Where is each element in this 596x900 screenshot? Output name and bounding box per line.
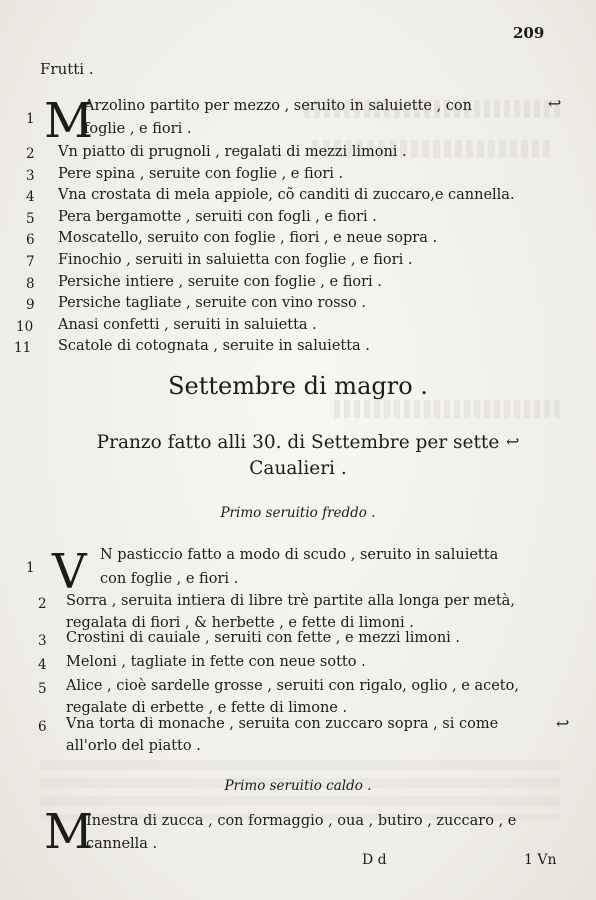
item-text: Crostini di cauiale , seruiti con fette , e mezzi limoni .	[66, 630, 461, 646]
item-text: Persiche tagliate , seruite con vino rosso .	[58, 295, 366, 311]
item-number: 4	[38, 657, 47, 673]
item-text-cont: foglie , e fiori .	[84, 121, 192, 137]
item-text: Finochio , seruiti in saluietta con foglie , e fiori .	[58, 252, 413, 268]
item-text: Anasi confetti , seruiti in saluietta .	[58, 317, 317, 333]
item-text: Inestra di zucca , con formaggio , oua , butiro , zuccaro , e	[86, 813, 517, 829]
line-end-hook: ↩	[506, 432, 520, 451]
line-end-hook: ↩	[556, 714, 570, 733]
item-text-cont: all'orlo del piatto .	[66, 738, 201, 754]
catchword: 1 Vn	[524, 852, 557, 868]
item-text-cont: cannella .	[86, 836, 158, 852]
item-number: 1	[26, 111, 35, 127]
item-text: Moscatello, seruito con foglie , fiori , e neue sopra .	[58, 230, 438, 246]
subtitle-line-2: Caualieri .	[249, 458, 347, 479]
item-text: Arzolino partito per mezzo , seruito in saluiette , con	[84, 98, 472, 114]
line-end-hook: ↩	[548, 94, 562, 113]
course-heading-hot: Primo seruitio caldo .	[224, 778, 372, 794]
item-number: 5	[38, 681, 47, 697]
item-text: N pasticcio fatto a modo di scudo , seruito in saluietta	[100, 547, 499, 563]
item-number: 5	[26, 211, 35, 227]
item-number: 8	[26, 276, 35, 292]
item-number: 3	[26, 168, 35, 184]
course-heading-cold: Primo seruitio freddo .	[220, 505, 376, 521]
item-number: 1	[26, 560, 35, 576]
drop-cap: M	[44, 93, 94, 149]
subtitle-line-1: Pranzo fatto alli 30. di Settembre per sette	[96, 432, 500, 453]
item-text-cont: con foglie , e fiori .	[100, 571, 239, 587]
item-number: 4	[26, 189, 35, 205]
item-number: 10	[16, 319, 34, 335]
item-text: Vn piatto di prugnoli , regalati di mezzi limoni .	[58, 144, 407, 160]
item-number: 11	[14, 340, 32, 356]
show-through-texture	[330, 400, 560, 418]
item-text: Persiche intiere , seruite con foglie , e fiori .	[58, 274, 382, 290]
item-text: Pere spina , seruite con foglie , e fiori .	[58, 166, 344, 182]
item-text: Vna torta di monache , seruita con zuccaro sopra , si come	[66, 716, 499, 732]
drop-cap: V	[52, 544, 87, 600]
page-title: Settembre di magro .	[168, 372, 428, 400]
item-number: 2	[26, 146, 35, 162]
page-number: 209	[513, 24, 545, 42]
item-text: Sorra , seruita intiera di libre trè partite alla longa per metà,	[66, 593, 515, 609]
item-number: 3	[38, 633, 47, 649]
drop-cap: M	[44, 804, 94, 860]
item-text: Vna crostata di mela appiole, cõ canditi di zuccaro,e cannella.	[58, 187, 515, 203]
item-number: 7	[26, 254, 35, 270]
item-text-cont: regalate di erbette , e fette di limone .	[66, 700, 348, 716]
item-text: Meloni , tagliate in fette con neue sotto .	[66, 654, 366, 670]
item-number: 6	[38, 719, 47, 735]
item-text: Alice , cioè sardelle grosse , seruiti con rigalo, oglio , e aceto,	[66, 678, 519, 694]
item-number: 2	[38, 596, 47, 612]
item-text-cont: regalata di fiori , & herbette , e fette di limoni .	[66, 615, 414, 631]
item-text: Pera bergamotte , seruiti con fogli , e fiori .	[58, 209, 377, 225]
item-text: Scatole di cotognata , seruite in saluietta .	[58, 338, 370, 354]
item-number: 6	[26, 232, 35, 248]
item-number: 9	[26, 297, 35, 313]
signature-mark: D d	[362, 852, 387, 868]
section-heading-frutti: Frutti .	[40, 60, 94, 78]
